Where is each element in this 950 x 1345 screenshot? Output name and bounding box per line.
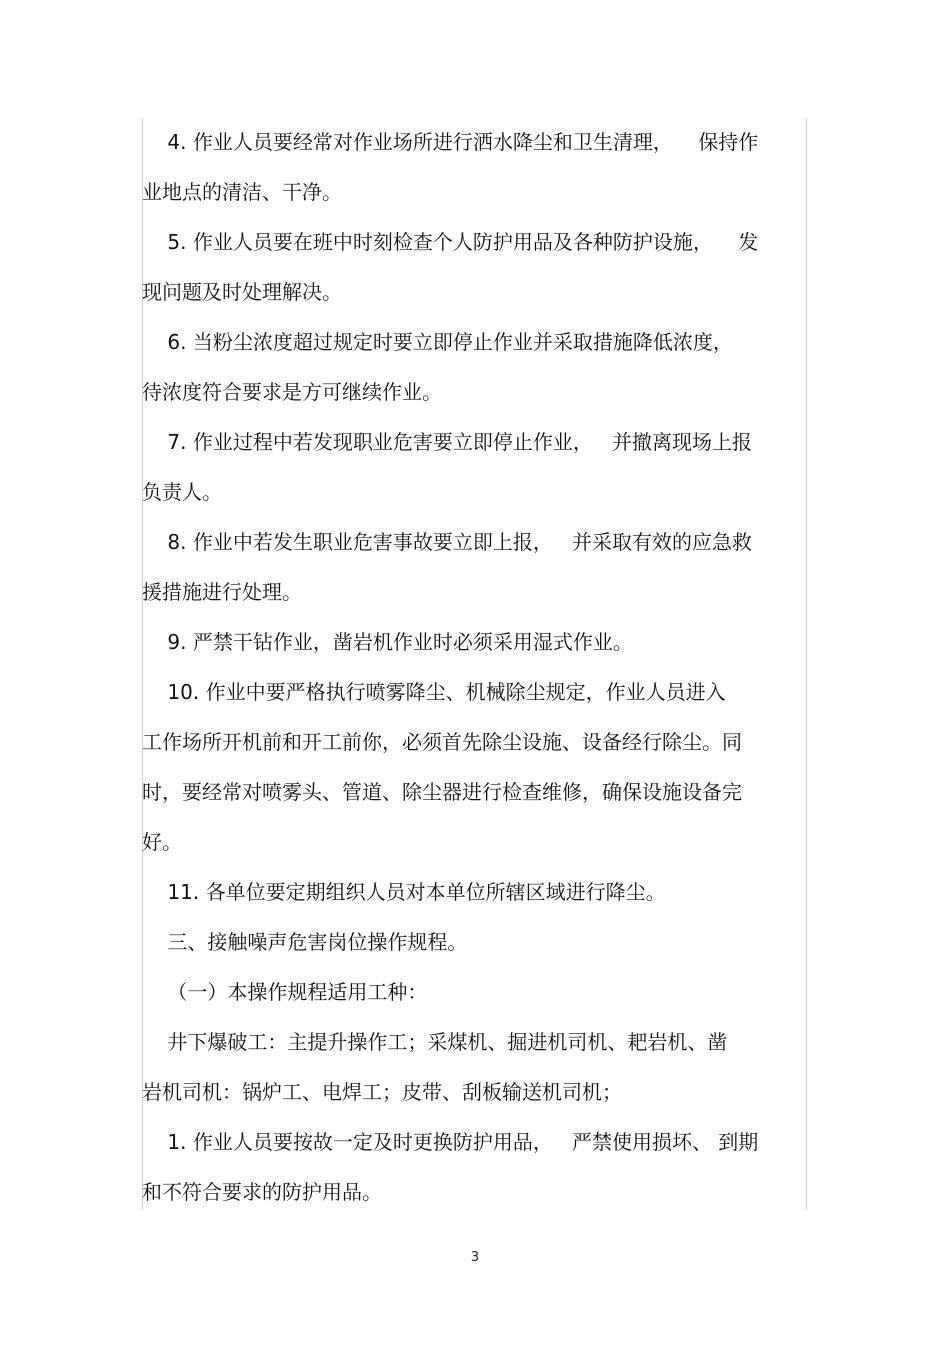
text-line: 井下爆破工：主提升操作工；采煤机、掘进机司机、耙岩机、凿: [142, 1030, 728, 1054]
text-line: 1. 作业人员要按故一定及时更换防护用品， 严禁使用损坏、 到期: [142, 1130, 759, 1154]
text-line: 工作场所开机前和开工前你，必须首先除尘设施、设备经行除尘。同: [142, 730, 742, 754]
text-line: 10. 作业中要严格执行喷雾降尘、机械除尘规定，作业人员进入: [142, 680, 726, 704]
text-line: 和不符合要求的防护用品。: [142, 1180, 382, 1204]
document-body: [142, 117, 806, 1217]
text-line: 业地点的清洁、干净。: [142, 180, 342, 204]
text-line: 7. 作业过程中若发现职业危害要立即停止作业， 并撤离现场上报: [142, 430, 752, 454]
text-line: 5. 作业人员要在班中时刻检查个人防护用品及各种防护设施， 发: [142, 230, 759, 254]
text-line: 4. 作业人员要经常对作业场所进行洒水降尘和卫生清理， 保持作: [142, 130, 759, 154]
text-line: 9. 严禁干钻作业，凿岩机作业时必须采用湿式作业。: [142, 630, 633, 654]
text-line: 6. 当粉尘浓度超过规定时要立即停止作业并采取措施降低浓度，: [142, 330, 733, 354]
page-frame-right-border: [806, 118, 807, 1210]
text-line: 好。: [142, 830, 182, 854]
text-line: 岩机司机：锅炉工、电焊工；皮带、刮板输送机司机；: [142, 1080, 622, 1104]
text-line: 时，要经常对喷雾头、管道、除尘器进行检查维修，确保设施设备完: [142, 780, 742, 804]
subsection-heading: （一）本操作规程适用工种：: [142, 980, 428, 1004]
section-heading: 三、接触噪声危害岗位操作规程。: [142, 930, 468, 954]
text-line: 现问题及时处理解决。: [142, 280, 342, 304]
text-line: 8. 作业中若发生职业危害事故要立即上报， 并采取有效的应急救: [142, 530, 752, 554]
text-line: 11. 各单位要定期组织人员对本单位所辖区域进行降尘。: [142, 880, 666, 904]
page-number: 3: [470, 1250, 480, 1265]
text-line: 援措施进行处理。: [142, 580, 302, 604]
text-line: 负责人。: [142, 480, 222, 504]
text-line: 待浓度符合要求是方可继续作业。: [142, 380, 442, 404]
